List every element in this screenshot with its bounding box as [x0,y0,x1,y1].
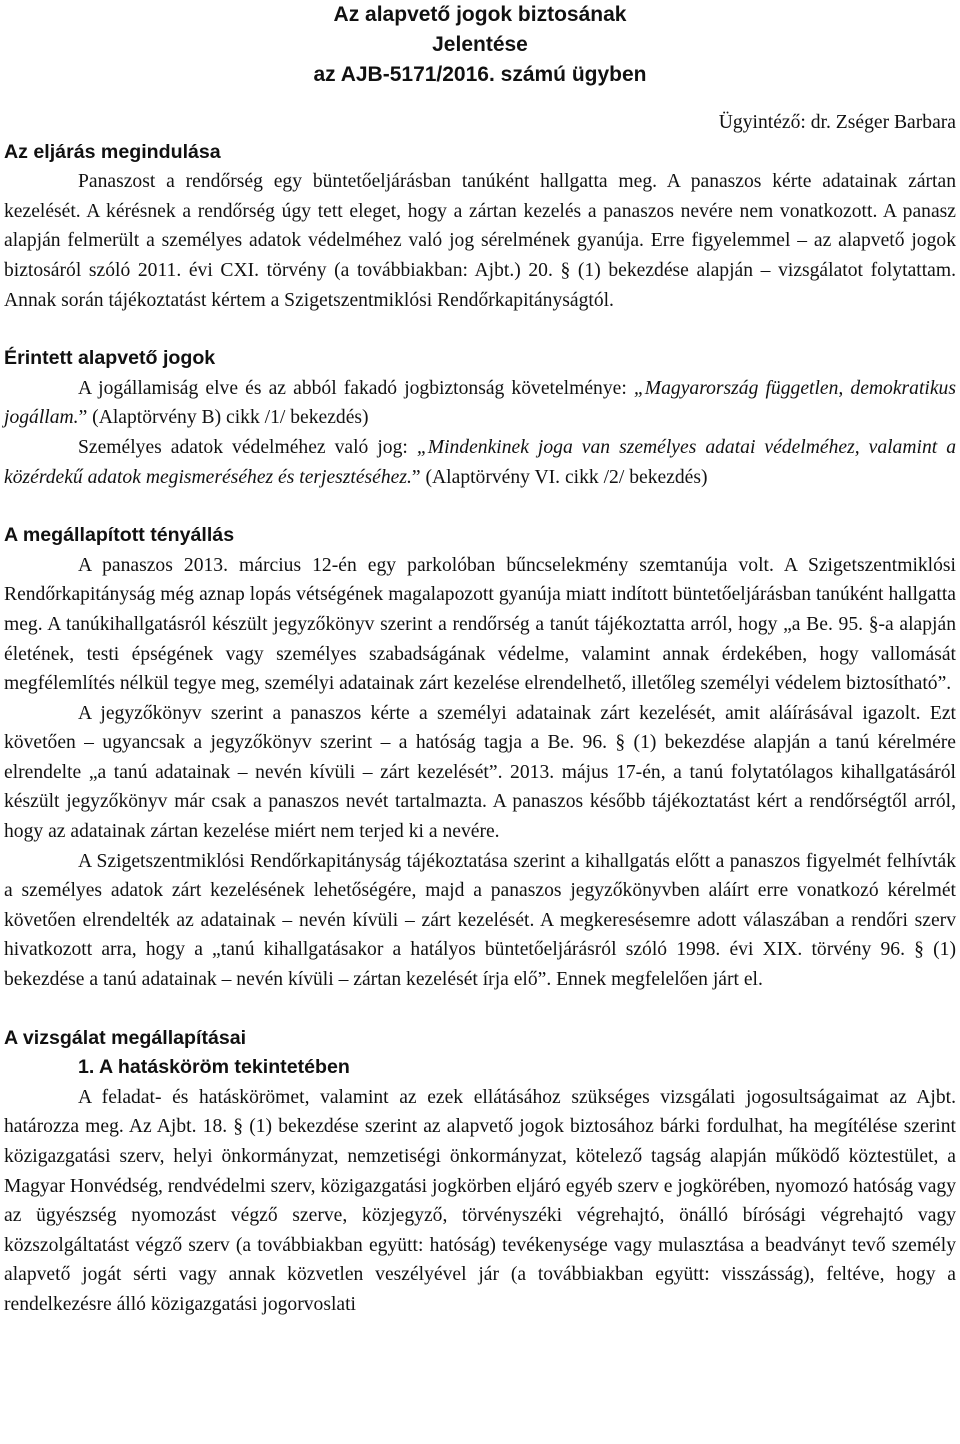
rights-1-quote: „Magyarország független, demokratikus jogállam. [4,377,956,429]
title-line-2: Jelentése [432,33,528,56]
rights-1-citation: ” (Alaptörvény B) cikk /1/ bekezdés) [78,407,369,429]
procedure-paragraph: Panaszost a rendőrség egy büntetőeljárásban tanúként hallgatta meg. A panaszos kérte adatainak zártan kezelését. A kérésnek a rendőrség úgy tett eleget, hogy a zártan kezelés a panaszos nevére nem vonatkozott. A panasz alapján felmerült a személyes adatok védelméhez való jog sérelmének gyanúja. Erre figyelemmel – az alapvető jogok biztosáról szóló 2011. évi CXI. törvény (a továbbiakban: Ajbt.) 20. § (1) bekezdése alapján – vizsgálatot folytattam. Annak során tájékoztatást kértem a Szigetszentmiklósi Rendőrkapitányságtól. [4,171,956,311]
rights-paragraph-2 [4,433,956,492]
rights-2-intro: Személyes adatok védelméhez való jog: [78,436,417,458]
section-heading-facts: A megállapított tényállás [4,524,235,547]
subsection-heading-competence: 1. A hatásköröm tekintetében [78,1056,350,1079]
section-heading-rights: Érintett alapvető jogok [4,347,216,370]
rights-1-intro: A jogállamiság elve és az abból fakadó jogbiztonság követelménye: [78,377,634,399]
title-line-3: az AJB-5171/2016. számú ügyben [313,63,647,86]
rights-2-quote: „Mindenkinek joga van személyes adatai védelméhez, valamint a közérdekű adatok megismeréséhez és terjesztéséhez. [4,436,956,488]
competence-paragraph: A feladat- és hatáskörömet, valamint az ezek ellátásához szükséges vizsgálati jogosultságaimat az Ajbt. határozza meg. Az Ajbt. 18. § (1) bekezdése szerint az alapvető jogok biztosához bárki fordulhat, ha megítélése szerint közigazgatási szerv, helyi önkormányzat, nemzetiségi önkormányzat, kötelező tagság alapján működő köztestület, a Magyar Honvédség, rendvédelmi szerv, közigazgatási jogkörben eljáró egyéb szerv e jogkörében, nyomozó hatóság vagy az ügyészség nyomozást végző szerve, közjegyző, törvényszéki végrehajtó, önálló bírósági végrehajtó vagy közszolgáltatást végző szerv (a továbbiakban együtt: hatóság) tevékenysége vagy mulasztása a beadványt tevő személy alapvető jogát sérti vagy annak közvetlen veszélyével jár (a továbbiakban együtt: visszásság), feltéve, hogy a rendelkezésre álló közigazgatási jogorvoslati [4,1086,956,1315]
rights-2-citation: ” (Alaptörvény VI. cikk /2/ bekezdés) [411,466,708,488]
document-title [4,0,956,90]
facts-paragraph-3: A Szigetszentmiklósi Rendőrkapitányság tájékoztatása szerint a kihallgatás előtt a panaszos figyelmét felhívták a személyes adatok zárt kezelésének lehetőségére, majd a panaszos jegyzőkönyvben aláírt erre vonatkozó kérelmét követően elrendelték az adatainak – nevén kívüli – zárt kezelését. A megkeresésemre adott válaszában a rendőri szerv hivatkozott arra, hogy a „tanú kihallgatásakor a hatályos büntetőeljárásról szóló 1998. évi XIX. törvény 96. § (1) bekezdése a tanú adatainak – nevén kívüli – zártan kezelését írja elő”. Ennek megfelelően járt el. [4,850,956,991]
facts-paragraph-1: A panaszos 2013. március 12-én egy parkolóban bűncselekmény szemtanúja volt. A Szigetszentmiklósi Rendőrkapitányság még aznap lopás vétségének magalapozott gyanúja miatt indított büntetőeljárásban tanúként hallgatta meg. A tanúkihallgatásról készült jegyzőkönyv szerint a rendőrség a tanút tájékoztatta arról, hogy „a Be. 95. §-a alapján életének, testi épségének vagy személyes szabadságának védelme, valamint annak érdekében, hogy vallomását megfélemlítés nélkül tegye meg, személyi adatainak zárt kezelése elrendelhető, illetőleg személyi védelem biztosítható”. [4,554,956,695]
facts-paragraph-2: A jegyzőkönyv szerint a panaszos kérte a személyi adatainak zárt kezelését, amit aláírásával igazolt. Ezt követően – ugyancsak a jegyzőkönyv szerint – a hatóság tagja a Be. 96. § (1) bekezdése alapján a tanú kérelmére elrendelte „a tanú adatainak – nevén kívüli – zárt kezelését”. 2013. május 17-én, a tanú folytatólagos kihallgatásáról készült jegyzőkönyv már csak a panaszos nevét tartalmazta. A panaszos később tájékoztatást kért a rendőrségtől arról, hogy az adatainak zártan kezelése miért nem terjed ki a nevére. [4,702,956,843]
rights-paragraph-1 [4,374,956,433]
section-heading-procedure: Az eljárás megindulása [4,140,221,163]
title-line-1: Az alapvető jogok biztosának [333,3,627,26]
document-page [4,0,956,1320]
section-heading-findings: A vizsgálat megállapításai [4,1026,247,1049]
case-officer: Ügyintéző: dr. Zséger Barbara [718,112,956,133]
